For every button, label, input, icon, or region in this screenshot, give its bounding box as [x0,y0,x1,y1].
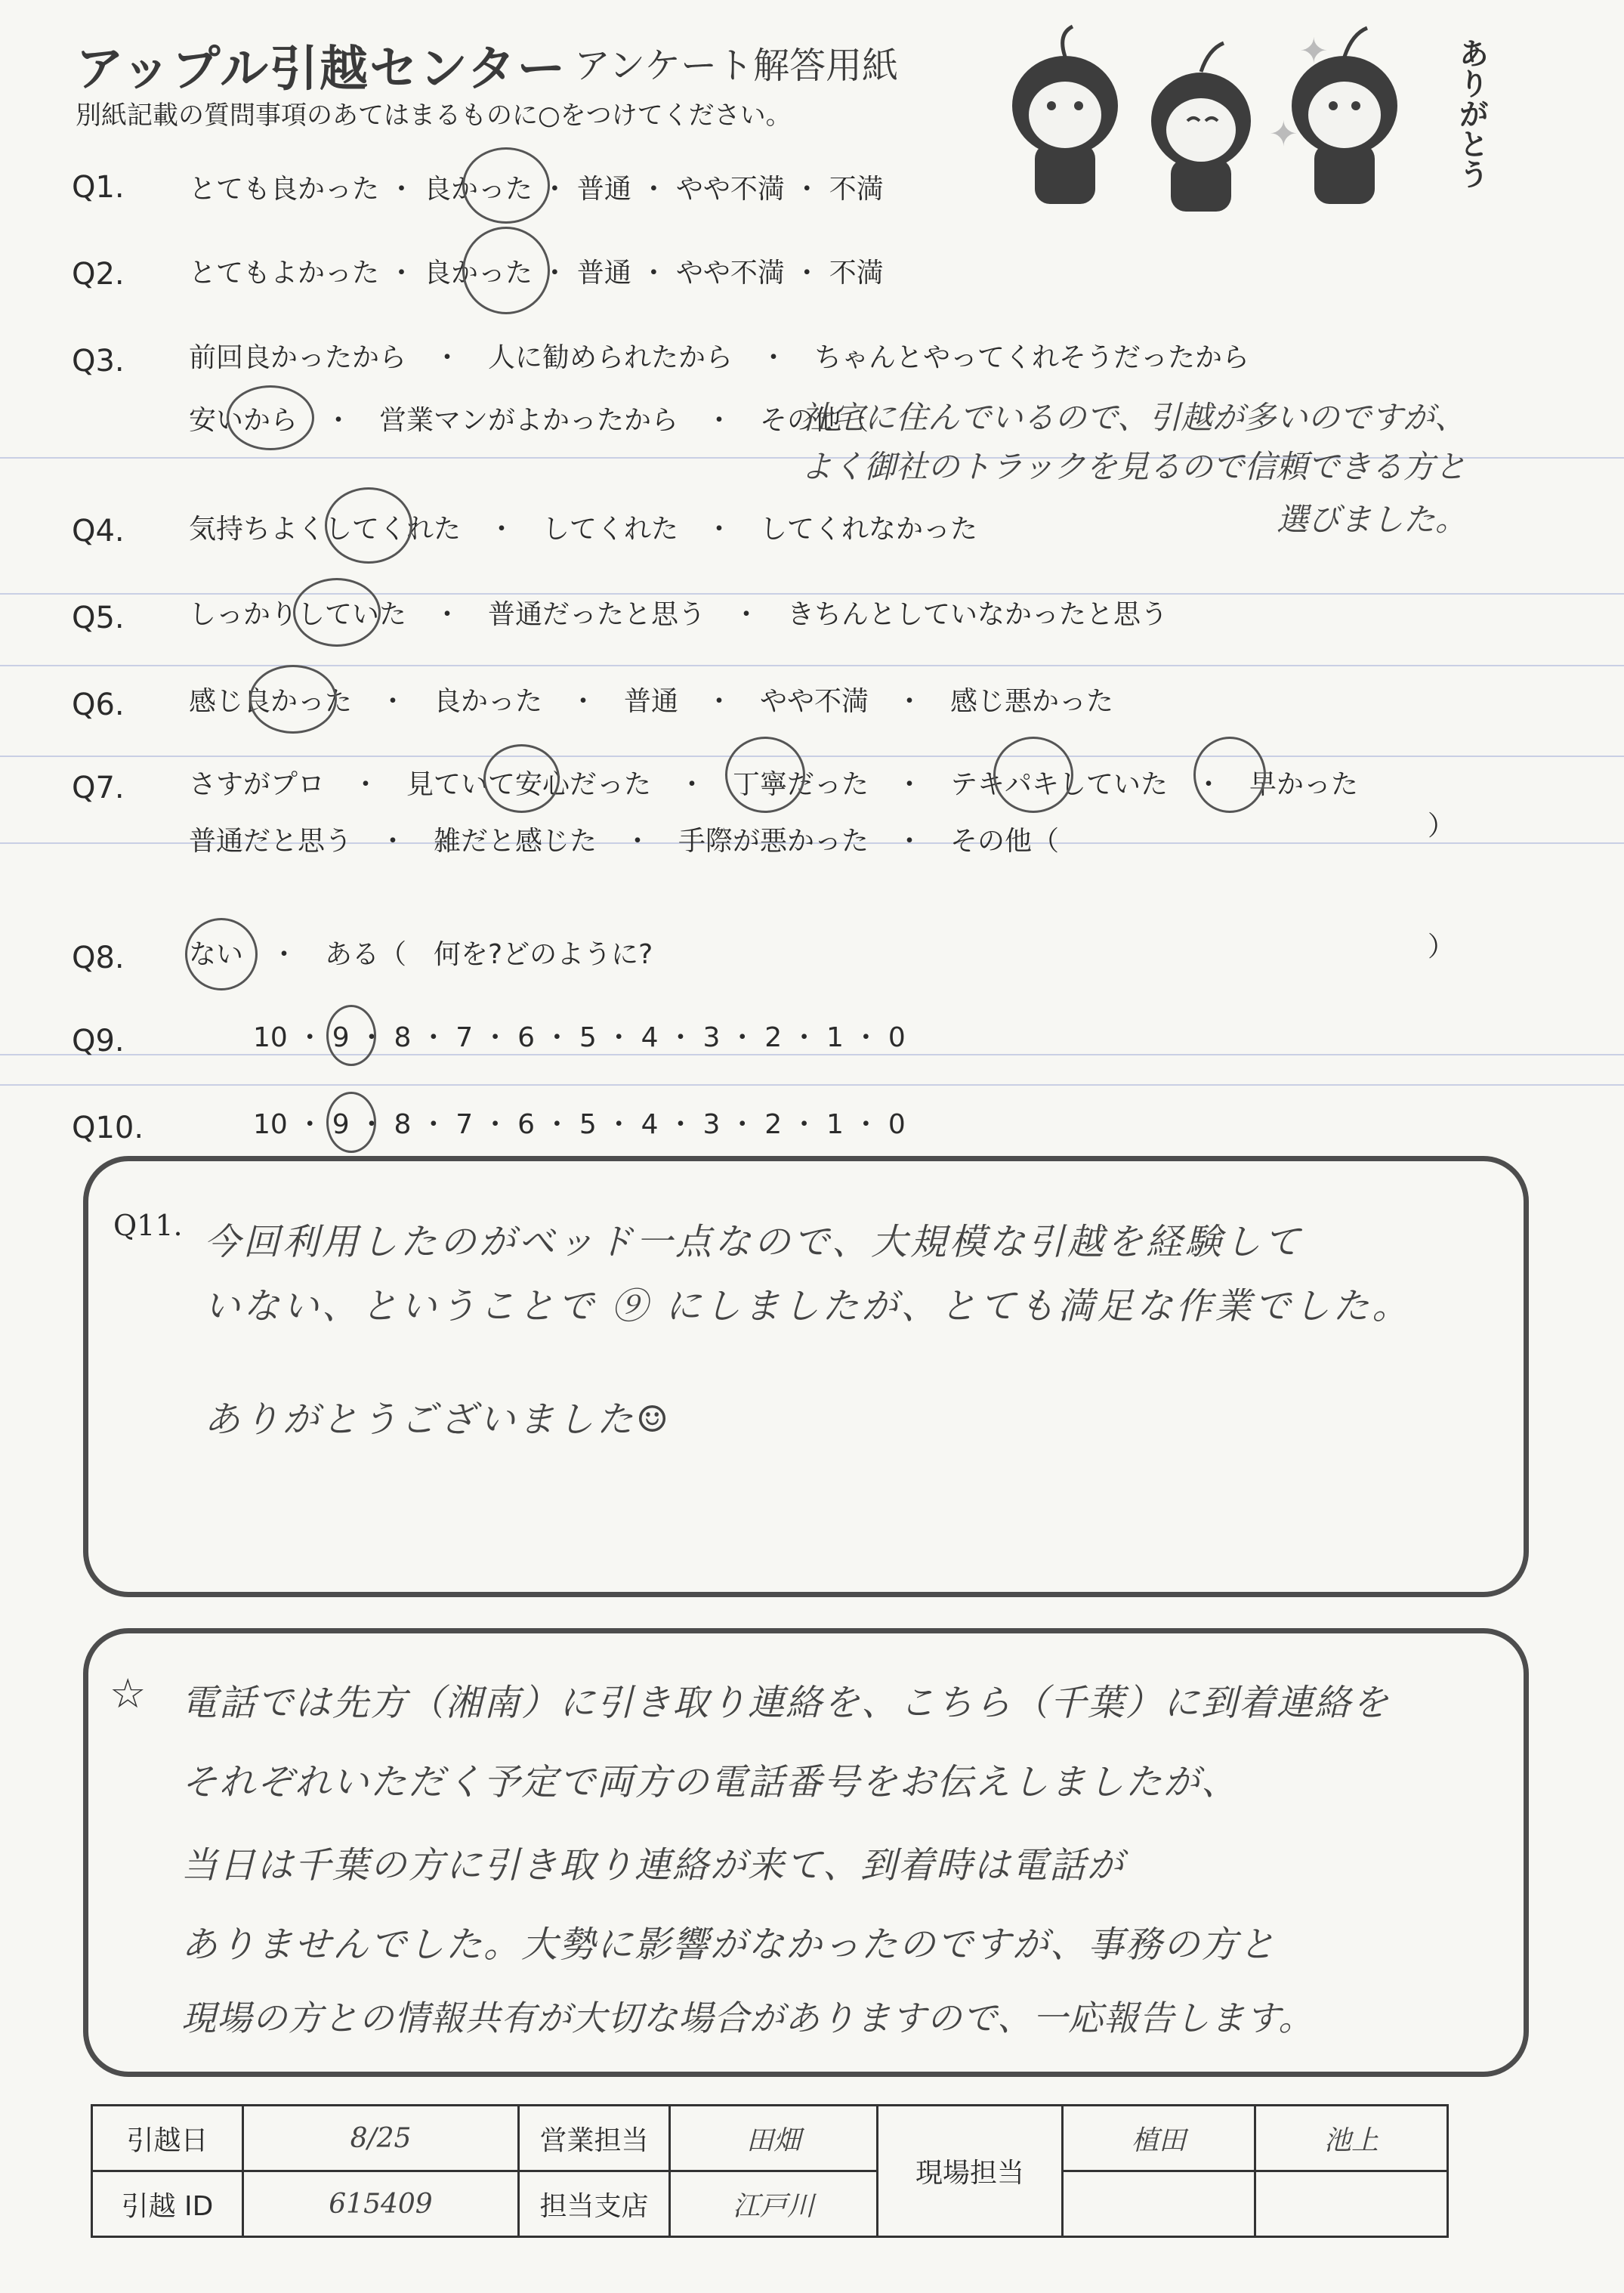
q2-option[interactable]: 普通 [576,258,631,289]
q2-option[interactable]: 良かった [423,258,533,289]
q6-answer-circle [249,665,337,734]
q11-line3: ありがとうございました☺ [204,1398,672,1441]
site-staff-value-1: 植田 [1063,2106,1255,2171]
q7-answer-circle [725,737,805,813]
note-line1: 電話では先方（湘南）に引き取り連絡を、こちら（千葉）に到着連絡を [181,1682,1391,1724]
q1-label: Q1. [72,170,125,205]
company-name: アップル引越センター [76,42,567,97]
q3-line1: 前回良かったから ・ 人に勧められたから ・ ちゃんとやってくれそうだったから [189,342,1250,373]
site-staff-value-2: 池上 [1255,2106,1448,2171]
q11-line2: いない、ということで ⑨ にしましたが、とても満足な作業でした。 [204,1285,1412,1327]
q1-options: とても良かった ・ 良かった ・ 普通 ・ やや不満 ・ 不満 [189,174,884,205]
q3-handwriting-line1: 社宅に住んでいるので、引越が多いのですが、 [801,399,1467,436]
q4-label: Q4. [72,514,125,549]
q2-option[interactable]: 不満 [829,258,884,289]
footer-info-table [91,2104,1449,2238]
sparkle-icon: ✦ [1269,113,1298,154]
q4-options: 気持ちよくしてくれた ・ してくれた ・ してくれなかった [189,514,978,545]
q6-label: Q6. [72,688,125,722]
q1-option[interactable]: 不満 [829,174,884,205]
q7-line1: さすがプロ ・ 見ていて安心だった ・ 丁寧だった ・ テキパキしていた ・ 早かった [189,769,1359,800]
q9-scale: 10 ・ 9 ・ 8 ・ 7 ・ 6 ・ 5 ・ 4 ・ 3 ・ 2 ・ 1 ・ 0 [253,1022,906,1053]
sales-staff-label: 営業担当 [519,2106,670,2171]
q8-close-paren: ） [1428,932,1456,963]
q1-answer-circle [462,147,550,224]
move-date-value: 8/25 [243,2106,519,2171]
q11-line1: 今回利用したのがベッド一点なので、大規模な引越を経験して [204,1221,1304,1263]
q7-answer-circle [993,737,1073,813]
q10-answer-circle [326,1092,376,1153]
q8-answer-circle [185,918,258,990]
q3-handwriting-line3: 選びました。 [1277,501,1468,538]
site-staff-empty-cell [1063,2171,1255,2237]
q3-handwriting-line2: よく御社のトラックを見るので信頼できる方と [801,448,1467,485]
q6-options: 感じ良かった ・ 良かった ・ 普通 ・ やや不満 ・ 感じ悪かった [189,686,1114,717]
move-date-label: 引越日 [92,2106,243,2171]
q7-answer-circle [1193,737,1266,813]
note-line3: 当日は千葉の方に引き取り連絡が来て、到着時は電話が [181,1844,1125,1887]
q8-options: ない ・ ある（ 何を?どのように? [189,939,653,970]
q1-option[interactable]: とても良かった [189,174,380,205]
q10-scale: 10 ・ 9 ・ 8 ・ 7 ・ 6 ・ 5 ・ 4 ・ 3 ・ 2 ・ 1 ・ 0 [253,1109,906,1140]
sparkle-icon: ✦ [1299,30,1329,71]
q2-option[interactable]: とてもよかった [189,258,380,289]
q2-option[interactable]: やや不満 [675,258,785,289]
q7-answer-circle [483,744,560,813]
thanks-vertical-text: ありがとう [1454,38,1489,189]
q8-label: Q8. [72,941,125,975]
q7-line2: 普通だと思う ・ 雑だと感じた ・ 手際が悪かった ・ その他（ [189,826,1060,857]
q1-option[interactable]: やや不満 [675,174,785,205]
q2-label: Q2. [72,257,125,292]
q5-answer-circle [293,578,381,647]
q2-answer-circle [462,227,550,314]
q7-label: Q7. [72,771,125,805]
q9-answer-circle [326,1005,376,1066]
instruction-text: 別紙記載の質問事項のあてはまるものに○をつけてください。 [76,100,792,131]
q1-option[interactable]: 良かった [423,174,533,205]
q9-label: Q9. [72,1024,125,1058]
monkey-mascots-illustration [982,15,1405,219]
star-icon: ☆ [110,1670,147,1717]
q3-label: Q3. [72,344,125,379]
q2-options: とてもよかった ・ 良かった ・ 普通 ・ やや不満 ・ 不満 [189,258,884,289]
branch-value: 江戸川 [670,2171,878,2237]
note-line5: 現場の方との情報共有が大切な場合がありますので、一応報告します。 [181,1998,1314,2038]
q10-label: Q10. [72,1111,144,1145]
q4-answer-circle [325,487,412,564]
site-staff-label: 現場担当 [878,2106,1063,2237]
move-id-value: 615409 [243,2171,519,2237]
q3-answer-circle [227,385,314,450]
branch-label: 担当支店 [519,2171,670,2237]
site-staff-empty-cell [1255,2171,1448,2237]
q5-label: Q5. [72,601,125,635]
q5-options: しっかりしていた ・ 普通だったと思う ・ きちんとしていなかったと思う [189,599,1169,630]
note-line4: ありませんでした。大勢に影響がなかったのですが、事務の方と [181,1924,1277,1966]
q1-option[interactable]: 普通 [576,174,631,205]
q11-label: Q11. [113,1209,183,1242]
move-id-label: 引越 ID [92,2171,243,2237]
form-title: アンケート解答用紙 [574,45,899,87]
q7-close-paren: ） [1428,811,1456,842]
note-line2: それぞれいただく予定で両方の電話番号をお伝えしましたが、 [181,1761,1240,1803]
sales-staff-value: 田畑 [670,2106,878,2171]
q3-line2: 安いから ・ 営業マンがよかったから ・ その他（ [189,405,869,436]
